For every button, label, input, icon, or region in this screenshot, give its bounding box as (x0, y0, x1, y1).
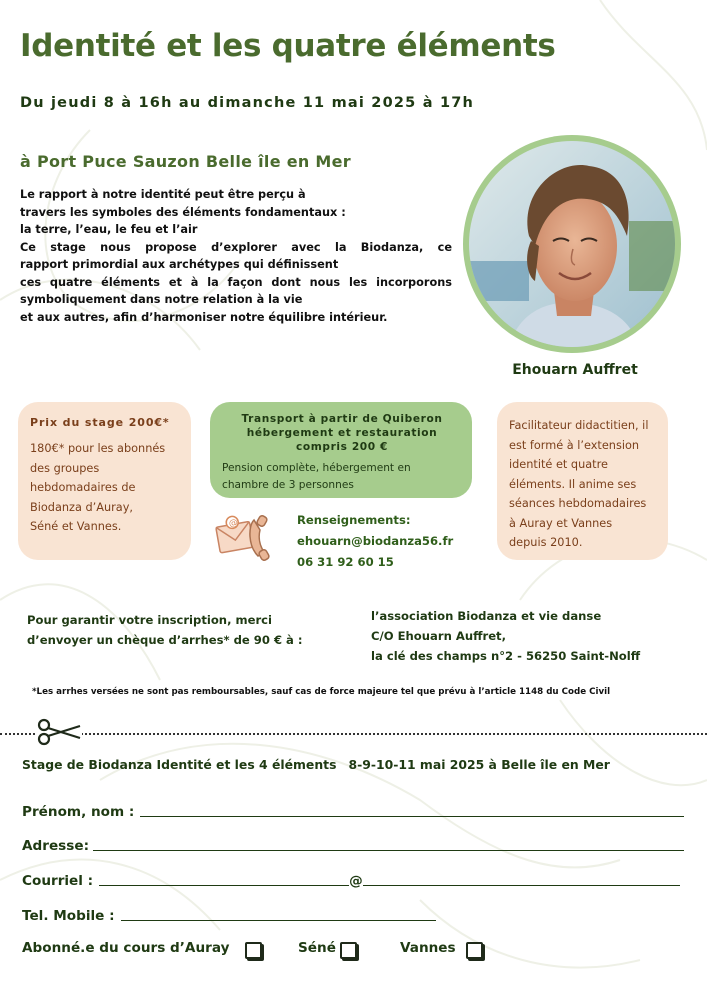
price-details (30, 439, 181, 537)
page-title: Identité et les quatre éléments (20, 28, 556, 64)
guarantee-line: Pour garantir votre inscription, merci (27, 613, 273, 627)
vannes-label: Vannes (400, 940, 456, 956)
email-domain-input-line[interactable] (363, 870, 680, 886)
price-line: hebdomadaires de (30, 481, 136, 494)
cut-line (0, 733, 707, 735)
transport-title-line: hébergement et restauration (246, 427, 438, 439)
intro-line: la terre, l’eau, le feu et l’air (20, 223, 198, 236)
deposit-footnote: *Les arrhes versées ne sont pas remboursables, sauf cas de force majeure tel que prévu à l’article 1148 du Code Civil (32, 687, 611, 697)
bio-line: est formé à l’extension (509, 438, 640, 452)
price-line: Séné et Vannes. (30, 520, 122, 533)
transport-line: chambre de 3 personnes (222, 479, 354, 491)
svg-text:@: @ (228, 518, 239, 530)
intro-line: travers les symboles des éléments fondamentaux : (20, 205, 346, 219)
intro-line: rapport primordial aux archétypes qui définissent (20, 258, 339, 271)
bio-line: éléments. Il anime ses (509, 477, 637, 491)
scissors-icon (36, 718, 82, 746)
facilitator-bio-box (497, 402, 668, 560)
facilitator-name: Ehouarn Auffret (512, 362, 638, 378)
phone-label: Tel. Mobile : (22, 908, 115, 924)
form-title (22, 757, 702, 772)
facilitator-bio (509, 416, 660, 553)
form-title-dates: 8-9-10-11 mai 2025 à Belle île en Mer (348, 757, 610, 772)
mail-phone-icon (214, 510, 272, 564)
transport-details (222, 460, 462, 494)
transport-box (210, 402, 472, 498)
contact-phone[interactable]: 06 31 92 60 15 (297, 555, 394, 569)
address-field[interactable] (22, 832, 684, 854)
bio-line: depuis 2010. (509, 536, 583, 549)
price-box (18, 402, 191, 560)
address-line: la clé des champs n°2 - 56250 Saint-Nolff (371, 649, 641, 663)
email-field[interactable] (22, 867, 680, 889)
price-line: des groupes (30, 461, 100, 475)
contact-label: Renseignements: (297, 513, 411, 527)
intro-line: ces quatre éléments et à la façon dont nous les incorporons (20, 275, 452, 289)
sene-label: Séné (298, 940, 336, 956)
address-line: C/O Ehouarn Auffret, (371, 629, 507, 643)
contact-info (297, 510, 497, 573)
intro-line: symboliquement dans notre relation à la vie (20, 293, 303, 306)
contact-email[interactable]: ehouarn@biodanza56.fr (297, 534, 454, 548)
price-title: Prix du stage 200€* (30, 416, 170, 429)
address-input-line[interactable] (93, 835, 684, 851)
name-input-line[interactable] (140, 801, 684, 817)
postal-address (371, 606, 691, 666)
intro-line: et aux autres, afin d’harmoniser notre équilibre intérieur. (20, 310, 388, 324)
price-line: 180€* pour les abonnés (30, 442, 166, 455)
bio-line: identité et quatre (509, 458, 608, 471)
name-label: Prénom, nom : (22, 804, 135, 820)
transport-title (222, 412, 462, 454)
subscriber-auray-label: Abonné.e du cours d’Auray (22, 940, 230, 956)
address-line: l’association Biodanza et vie danse (371, 609, 602, 623)
bio-line: à Auray et Vannes (509, 516, 613, 530)
name-field[interactable] (22, 798, 684, 820)
bio-line: Facilitateur didactitien, il (509, 419, 649, 432)
event-dates: Du jeudi 8 à 16h au dimanche 11 mai 2025 à 17h (20, 95, 475, 111)
facilitator-photo-frame (463, 135, 681, 353)
phone-field[interactable] (22, 902, 436, 924)
subscriber-row (22, 938, 702, 962)
price-line: Biodanza d’Auray, (30, 500, 133, 514)
guarantee-text (27, 610, 347, 650)
event-place: à Port Puce Sauzon Belle île en Mer (20, 152, 351, 171)
address-label: Adresse: (22, 838, 90, 854)
intro-line: Ce stage nous propose d’explorer avec la Biodanza, ce (20, 240, 452, 254)
guarantee-line: d’envoyer un chèque d’arrhes* de 90 € à : (27, 633, 303, 647)
sene-checkbox[interactable] (340, 942, 357, 959)
form-title-stage: Stage de Biodanza Identité et les 4 éléments (22, 757, 337, 772)
email-label: Courriel : (22, 873, 94, 889)
intro-text (20, 186, 452, 326)
auray-checkbox[interactable] (245, 942, 262, 959)
vannes-checkbox[interactable] (466, 942, 483, 959)
intro-line: Le rapport à notre identité peut être perçu à (20, 188, 306, 201)
bio-line: séances hebdomadaires (509, 497, 647, 510)
transport-line: Pension complète, hébergement en (222, 462, 411, 474)
email-local-input-line[interactable] (99, 870, 349, 886)
facilitator-photo (469, 141, 675, 347)
phone-input-line[interactable] (121, 905, 436, 921)
transport-title-line: Transport à partir de Quiberon (241, 413, 443, 425)
email-at-sign: @ (349, 873, 363, 889)
transport-title-line: compris 200 € (295, 441, 388, 453)
